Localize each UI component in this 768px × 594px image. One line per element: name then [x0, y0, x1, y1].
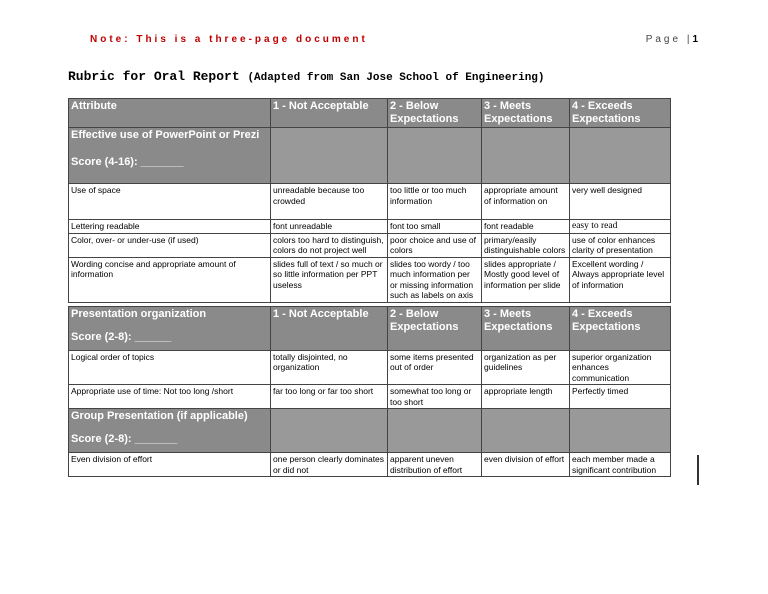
- blank-cell: [388, 128, 482, 184]
- section-row-organization: [69, 306, 671, 350]
- section-row-group: [69, 409, 671, 453]
- row-attribute: Lettering readable: [69, 220, 271, 234]
- row-score-2: somewhat too long or too short: [388, 385, 482, 409]
- table-row: [69, 453, 671, 477]
- blank-cell: [570, 128, 671, 184]
- section-score: Score (2-8): _______: [71, 433, 178, 445]
- col-below-expectations: 2 - Below Expectations: [388, 99, 482, 128]
- section-title: Group Presentation (if applicable): [71, 410, 248, 422]
- blank-cell: [482, 409, 570, 453]
- row-score-2: some items presented out of order: [388, 350, 482, 385]
- row-score-4: very well designed: [570, 184, 671, 220]
- row-score-1: unreadable because too crowded: [271, 184, 388, 220]
- blank-cell: [570, 409, 671, 453]
- row-score-1: one person clearly dominates or did not: [271, 453, 388, 477]
- row-score-4: each member made a significant contribution: [570, 453, 671, 477]
- table-row: [69, 350, 671, 385]
- row-score-3: even division of effort: [482, 453, 570, 477]
- row-score-1: slides full of text / so much or so little information per PPT useless: [271, 257, 388, 302]
- section-score: Score (2-8): ______: [71, 330, 172, 343]
- table-row: [69, 257, 671, 302]
- header-note: Note: This is a three-page document: [90, 34, 368, 45]
- row-score-2: slides too wordy / too much information per or missing information such as labels on axis: [388, 257, 482, 302]
- col-exceeds-expectations: 4 - Exceeds Expectations: [570, 306, 671, 350]
- row-score-2: too little or too much information: [388, 184, 482, 220]
- row-score-1: font unreadable: [271, 220, 388, 234]
- row-score-4: Perfectly timed: [570, 385, 671, 409]
- col-not-acceptable: 1 - Not Acceptable: [271, 306, 388, 350]
- table-row: [69, 184, 671, 220]
- row-score-3: primary/easily distinguishable colors: [482, 233, 570, 257]
- row-score-3: organization as per guidelines: [482, 350, 570, 385]
- section-title-cell: [69, 409, 271, 453]
- section-title-cell: [69, 306, 271, 350]
- section-row-powerpoint: [69, 128, 671, 184]
- title-sub: (Adapted from San Jose School of Engineering): [247, 72, 545, 84]
- row-score-4: easy to read: [570, 220, 671, 234]
- row-score-2: font too small: [388, 220, 482, 234]
- row-score-1: colors too hard to distinguish, colors do not project well: [271, 233, 388, 257]
- row-score-4: Excellent wording / Always appropriate level of information: [570, 257, 671, 302]
- column-header-row: [69, 99, 671, 128]
- page-number: 1: [692, 34, 698, 45]
- blank-cell: [271, 409, 388, 453]
- row-attribute: Appropriate use of time: Not too long /short: [69, 385, 271, 409]
- section-title: Effective use of PowerPoint or Prezi: [71, 129, 260, 141]
- page-label: Page: [645, 34, 682, 45]
- margin-mark: [697, 455, 699, 485]
- row-attribute: Even division of effort: [69, 453, 271, 477]
- blank-cell: [271, 128, 388, 184]
- col-meets-expectations: 3 - Meets Expectations: [482, 99, 570, 128]
- col-exceeds-expectations: 4 - Exceeds Expectations: [570, 99, 671, 128]
- row-score-1: totally disjointed, no organization: [271, 350, 388, 385]
- col-below-expectations: 2 - Below Expectations: [388, 306, 482, 350]
- col-not-acceptable: 1 - Not Acceptable: [271, 99, 388, 128]
- table-row: [69, 233, 671, 257]
- section-score: Score (4-16): _______: [71, 156, 184, 168]
- row-score-3: appropriate amount of information on: [482, 184, 570, 220]
- row-score-4: superior organization enhances communication: [570, 350, 671, 385]
- row-score-2: poor choice and use of colors: [388, 233, 482, 257]
- row-score-3: font readable: [482, 220, 570, 234]
- title-main: Rubric for Oral Report: [68, 69, 240, 84]
- table-row: [69, 385, 671, 409]
- rubric-table: [68, 98, 671, 477]
- table-row: [69, 220, 671, 234]
- row-score-2: apparent uneven distribution of effort: [388, 453, 482, 477]
- row-score-3: appropriate length: [482, 385, 570, 409]
- row-score-1: far too long or far too short: [271, 385, 388, 409]
- blank-cell: [482, 128, 570, 184]
- col-meets-expectations: 3 - Meets Expectations: [482, 306, 570, 350]
- section-title-cell: [69, 128, 271, 184]
- row-score-3: slides appropriate / Mostly good level of information per slide: [482, 257, 570, 302]
- section-title: Presentation organization: [71, 307, 207, 320]
- blank-cell: [388, 409, 482, 453]
- page-indicator: Page |1: [645, 34, 698, 45]
- row-attribute: Wording concise and appropriate amount of information: [69, 257, 271, 302]
- col-attribute: Attribute: [69, 99, 271, 128]
- row-score-4: use of color enhances clarity of presentation: [570, 233, 671, 257]
- document-title: [68, 69, 545, 84]
- row-attribute: Use of space: [69, 184, 271, 220]
- row-attribute: Color, over- or under-use (if used): [69, 233, 271, 257]
- row-attribute: Logical order of topics: [69, 350, 271, 385]
